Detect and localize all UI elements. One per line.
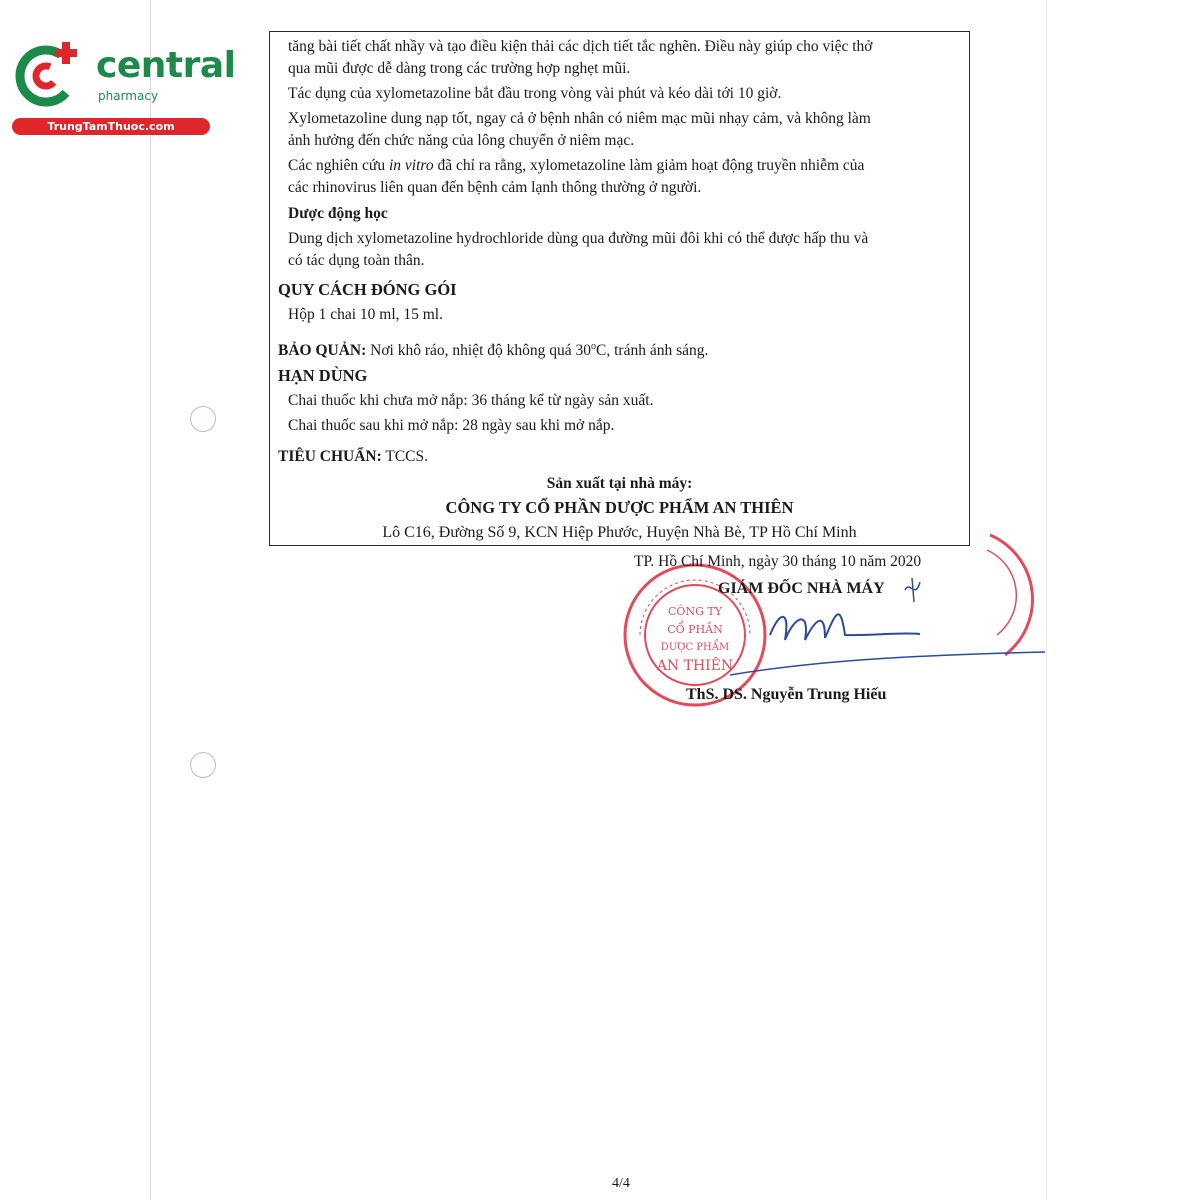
- paragraph-line: Tác dụng của xylometazoline bắt đầu trong vòng vài phút và kéo dài tới 10 giờ.: [288, 85, 782, 102]
- logo-sub-text: pharmacy: [98, 89, 159, 103]
- storage-text-end: C, tránh ánh sáng.: [596, 342, 709, 360]
- expiry-line: Chai thuốc sau khi mở nắp: 28 ngày sau khi mở nắp.: [288, 417, 615, 434]
- company-address: Lô C16, Đường Số 9, KCN Hiệp Phước, Huyện Nhà Bè, TP Hồ Chí Minh: [382, 524, 857, 541]
- stamp-line: DƯỢC PHẨM: [660, 642, 730, 653]
- logo-brand-text: central: [96, 45, 236, 86]
- sign-date: TP. Hồ Chí Minh, ngày 30 tháng 10 năm 2020: [634, 553, 922, 570]
- stamp-line: CỔ PHẦN: [667, 623, 723, 636]
- page-number: 4/4: [612, 1176, 630, 1191]
- binder-hole-top: [190, 406, 216, 432]
- signer-name: ThS. DS. Nguyễn Trung Hiếu: [686, 686, 887, 703]
- standard-label: TIÊU CHUẨN:: [278, 448, 382, 465]
- stamp-line: AN THIÊN: [656, 658, 734, 674]
- text-span: Các nghiên cứu: [288, 157, 389, 174]
- standard-line: [278, 446, 428, 468]
- binder-hole-bottom: [190, 752, 216, 778]
- paragraph-line: tăng bài tiết chất nhầy và tạo điều kiện thải các dịch tiết tắc nghẽn. Điều này giúp cho việc thở: [288, 38, 873, 55]
- degree-sup: o: [591, 341, 597, 352]
- document-content-box: [269, 31, 970, 546]
- pharmacy-cross-icon: [10, 38, 90, 116]
- paragraph-line: các rhinovirus liên quan đến bệnh cảm lạnh thông thường ở người.: [288, 179, 702, 196]
- logo-site-badge: TrungTamThuoc.com: [12, 118, 210, 135]
- standard-text: TCCS.: [381, 448, 429, 465]
- italic-term: in vitro: [388, 157, 434, 174]
- storage-text: Nơi khô ráo, nhiệt độ không quá 30: [366, 342, 592, 360]
- page-edge: [150, 0, 151, 1200]
- stamp-line: CÔNG TY: [668, 605, 722, 618]
- storage-label: BẢO QUẢN:: [278, 342, 367, 360]
- paragraph-line: có tác dụng toàn thân.: [288, 252, 425, 269]
- expiry-line: Chai thuốc khi chưa mở nắp: 36 tháng kể từ ngày sản xuất.: [288, 392, 654, 409]
- pharmacokinetics-heading: Dược động học: [288, 205, 388, 222]
- text-span: đã chỉ ra rằng, xylometazoline làm giảm hoạt động truyền nhiễm của: [433, 157, 865, 174]
- made-at-heading: Sản xuất tại nhà máy:: [546, 475, 693, 492]
- company-name: CÔNG TY CỔ PHẦN DƯỢC PHẨM AN THIÊN: [445, 498, 794, 517]
- sign-title: GIÁM ĐỐC NHÀ MÁY: [718, 580, 885, 597]
- paragraph-line: [288, 155, 864, 177]
- paragraph-line: Dung dịch xylometazoline hydrochloride dùng qua đường mũi đôi khi có thể được hấp thu và: [288, 230, 869, 247]
- packaging-text: Hộp 1 chai 10 ml, 15 ml.: [288, 306, 443, 323]
- central-pharmacy-logo: [10, 38, 236, 138]
- paragraph-line: ảnh hưởng đến chức năng của lông chuyển ở niêm mạc.: [288, 132, 635, 149]
- expiry-heading: HẠN DÙNG: [278, 366, 368, 385]
- paragraph-line: qua mũi được dễ dàng trong các trường hợp nghẹt mũi.: [288, 60, 631, 77]
- paragraph-line: Xylometazoline dung nạp tốt, ngay cả ở bệnh nhân có niêm mạc mũi nhạy cảm, và không làm: [288, 110, 871, 127]
- packaging-heading: QUY CÁCH ĐÓNG GÓI: [278, 280, 457, 299]
- storage-line: [278, 336, 708, 362]
